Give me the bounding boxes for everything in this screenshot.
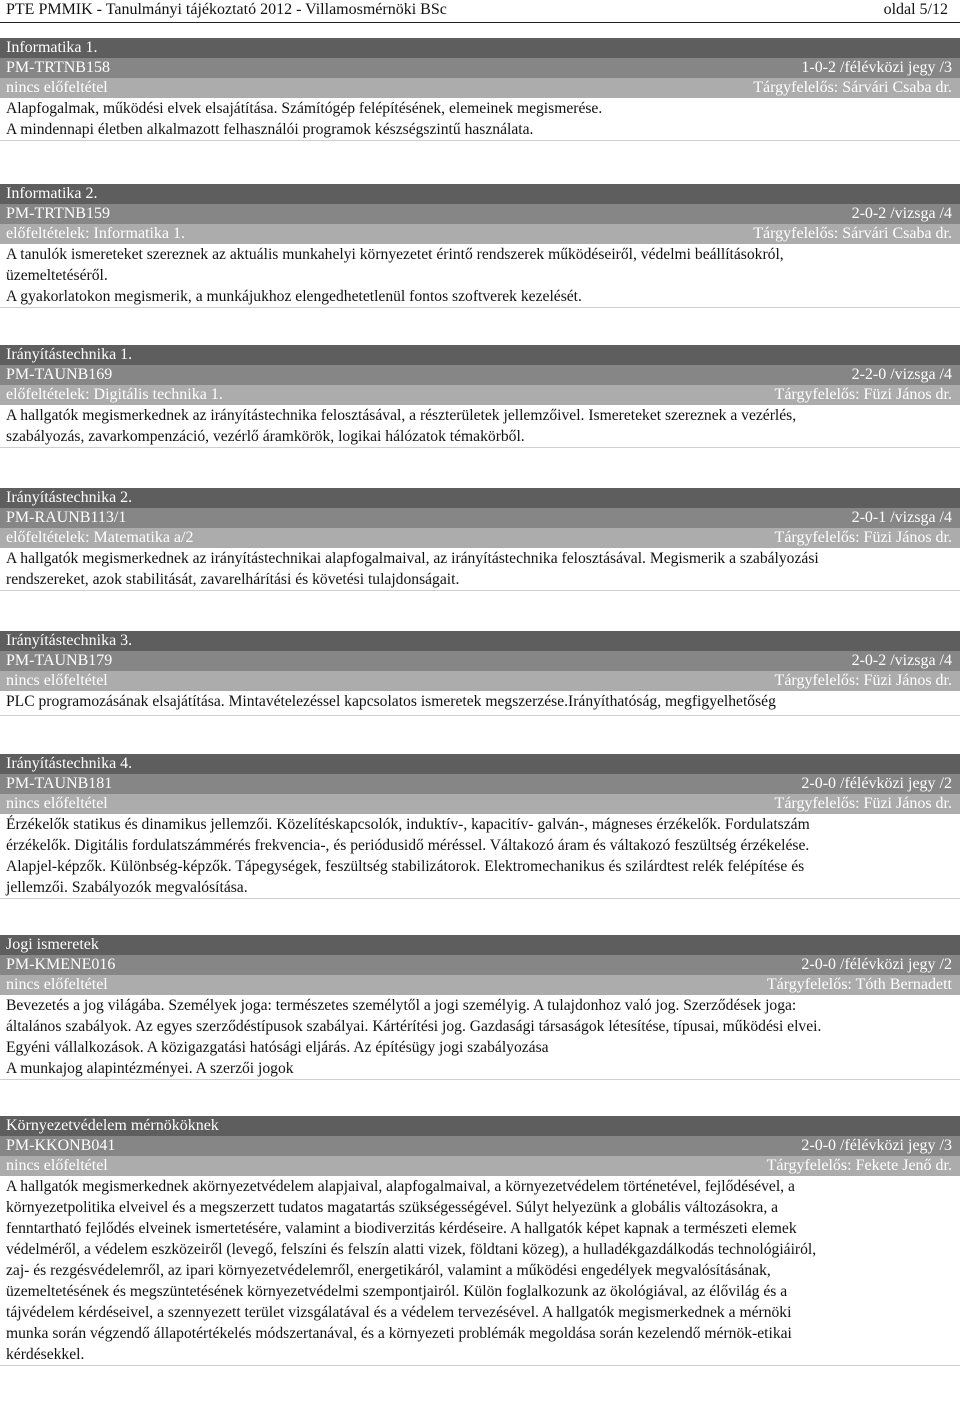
course-responsible: Tárgyfelelős: Füzi János dr.: [774, 672, 952, 689]
course-code-row: [0, 1136, 960, 1156]
course-responsible: Tárgyfelelős: Sárvári Csaba dr.: [753, 225, 952, 242]
course-code: PM-KMENE016: [6, 956, 116, 973]
course-prereq: nincs előfeltétel: [6, 1157, 108, 1174]
description-line: kérdésekkel.: [6, 1346, 85, 1363]
course-code-row: [0, 365, 960, 385]
description-line: A hallgatók megismerkednek akörnyezetvédelem alapjaival, alapfogalmaival, a környezetvédelem történetével, fejlődésével, a: [6, 1178, 795, 1195]
course-credits: 2-0-0 /félévközi jegy /3: [801, 1137, 952, 1154]
course-code-row: [0, 955, 960, 975]
description-line: környezetpolitika elveivel és a megszerzett tudatos magatartás szükségességével. Súlyt helyezünk a globális változásokra, a: [6, 1199, 779, 1216]
course-description: [0, 548, 960, 591]
description-line: Alapjel-képzők. Különbség-képzők. Tápegységek, feszültség stabilizátorok. Elektromechanikus és szilárdtest relék felépítése és: [6, 858, 805, 875]
page-header: [0, 0, 960, 23]
course-block: [0, 488, 960, 591]
course-prereq: előfeltételek: Informatika 1.: [6, 225, 186, 242]
course-code: PM-TAUNB181: [6, 775, 113, 792]
description-line: üzemeltetésének és megszüntetésének környezetvédelmi szempontjairól. Külön foglalkozunk az ökológiával, az élővilág és a: [6, 1283, 788, 1300]
course-code: PM-TAUNB179: [6, 652, 113, 669]
course-responsible: Tárgyfelelős: Füzi János dr.: [774, 529, 952, 546]
course-prereq: előfeltételek: Digitális technika 1.: [6, 386, 223, 403]
course-credits: 2-0-2 /vizsga /4: [851, 205, 952, 222]
description-line: A mindennapi életben alkalmazott felhasználói programok készségszintű használata.: [6, 121, 534, 138]
course-code: PM-RAUNB113/1: [6, 509, 127, 526]
course-code-row: [0, 508, 960, 528]
description-line: rendszereket, azok stabilitását, zavarelhárítási és követési tulajdonságait.: [6, 571, 460, 588]
course-responsible: Tárgyfelelős: Fekete Jenő dr.: [766, 1157, 952, 1174]
description-line: Egyéni vállalkozások. A közigazgatási hatósági eljárás. Az építésügy jogi szabályozása: [6, 1039, 549, 1056]
course-responsible: Tárgyfelelős: Füzi János dr.: [774, 795, 952, 812]
course-code: PM-TAUNB169: [6, 366, 113, 383]
course-responsible: Tárgyfelelős: Tóth Bernadett: [766, 976, 952, 993]
course-code-row: [0, 651, 960, 671]
course-description: [0, 98, 960, 141]
description-line: fenntartható fejlődés elveinek ismertetésére, valamint a biodiverzitás kérdéseire. A hallgatók képet kapnak a természeti elemek: [6, 1220, 797, 1237]
course-block: [0, 935, 960, 1080]
course-description: [0, 691, 960, 716]
course-description: [0, 1176, 960, 1366]
description-line: jellemzői. Szabályozók megvalósítása.: [6, 879, 248, 896]
course-block: [0, 345, 960, 448]
course-block: [0, 38, 960, 141]
course-description: [0, 405, 960, 448]
description-line: általános szabályok. Az egyes szerződéstípusok szabályai. Kártérítési jog. Gazdasági társaságok létesítése, típusai, működési elvei.: [6, 1018, 822, 1035]
course-credits: 2-0-0 /félévközi jegy /2: [801, 956, 952, 973]
course-prereq-row: [0, 794, 960, 814]
course-name: Jogi ismeretek: [0, 935, 960, 955]
description-line: Érzékelők statikus és dinamikus jellemzői. Közelítéskapcsolók, induktív-, kapacitív- galván-, mágneses érzékelők. Fordulatszám: [6, 816, 810, 833]
description-line: A munkajog alapintézményei. A szerzői jogok: [6, 1060, 294, 1077]
course-code: PM-KKONB041: [6, 1137, 116, 1154]
course-name: Informatika 1.: [0, 38, 960, 58]
description-line: Alapfogalmak, működési elvek elsajátítása. Számítógép felépítésének, elemeinek megismerése.: [6, 100, 603, 117]
description-line: védelméről, a védelem eszközeiről (levegő, felszíni és felszín alatti vizek, földtani közeg), a hulladékgazdálkodás technológiáiról,: [6, 1241, 817, 1258]
description-line: érzékelők. Digitális fordulatszámmérés frekvencia-, és periódusidő méréssel. Váltakozó áram és váltakozó feszültség érzékelése.: [6, 837, 810, 854]
description-line: munka során végzendő állapotértékelés módszertanával, és a környezeti problémák megoldása során kezelendő mérnök-etikai: [6, 1325, 792, 1342]
course-prereq-row: [0, 78, 960, 98]
document-title: PTE PMMIK - Tanulmányi tájékoztató 2012 - Villamosmérnöki BSc: [6, 1, 447, 18]
course-prereq: nincs előfeltétel: [6, 79, 108, 96]
description-line: PLC programozásának elsajátítása. Mintavételezéssel kapcsolatos ismeretek megszerzése.Irányíthatóság, megfigyelhetőség: [6, 693, 776, 710]
description-line: üzemeltetéséről.: [6, 267, 108, 284]
course-code-row: [0, 58, 960, 78]
course-prereq: előfeltételek: Matematika a/2: [6, 529, 194, 546]
course-credits: 2-0-2 /vizsga /4: [851, 652, 952, 669]
course-responsible: Tárgyfelelős: Sárvári Csaba dr.: [753, 79, 952, 96]
course-prereq: nincs előfeltétel: [6, 976, 108, 993]
course-description: [0, 244, 960, 308]
course-name: Irányítástechnika 3.: [0, 631, 960, 651]
course-name: Irányítástechnika 1.: [0, 345, 960, 365]
course-credits: 2-2-0 /vizsga /4: [851, 366, 952, 383]
course-credits: 1-0-2 /félévközi jegy /3: [801, 59, 952, 76]
course-credits: 2-0-0 /félévközi jegy /2: [801, 775, 952, 792]
page-number: oldal 5/12: [883, 1, 948, 18]
course-prereq-row: [0, 528, 960, 548]
course-name: Informatika 2.: [0, 184, 960, 204]
course-description: [0, 814, 960, 899]
course-description: [0, 995, 960, 1080]
course-responsible: Tárgyfelelős: Füzi János dr.: [774, 386, 952, 403]
course-prereq-row: [0, 224, 960, 244]
course-name: Irányítástechnika 2.: [0, 488, 960, 508]
description-line: Bevezetés a jog világába. Személyek joga: természetes személytől a jogi személyig. A tulajdonhoz való jog. Szerződések joga:: [6, 997, 797, 1014]
course-prereq-row: [0, 385, 960, 405]
description-line: A hallgatók megismerkednek az irányítástechnika felosztásával, a részterületek jellemzőivel. Ismereteket szereznek a vezérlés,: [6, 407, 797, 424]
description-line: A hallgatók megismerkednek az irányítástechnikai alapfogalmaival, az irányítástechnika felosztásával. Megismerik a szabályozási: [6, 550, 819, 567]
description-line: tájvédelem kérdéseivel, a szennyezett terület vizsgálatával és a védelem tervezésével. A hallgatók megismerkednek a mérnöki: [6, 1304, 792, 1321]
description-line: zaj- és rezgésvédelemről, az ipari környezetvédelemről, energetikáról, valamint a működési engedélyek megvalósításának,: [6, 1262, 771, 1279]
course-credits: 2-0-1 /vizsga /4: [851, 509, 952, 526]
course-code-row: [0, 774, 960, 794]
description-line: A gyakorlatokon megismerik, a munkájukhoz elengedhetetlenül fontos szoftverek kezelését.: [6, 288, 582, 305]
course-block: [0, 631, 960, 716]
course-code-row: [0, 204, 960, 224]
course-code: PM-TRTNB158: [6, 59, 110, 76]
course-block: [0, 1116, 960, 1366]
course-prereq-row: [0, 975, 960, 995]
course-block: [0, 754, 960, 899]
course-prereq: nincs előfeltétel: [6, 795, 108, 812]
course-prereq: nincs előfeltétel: [6, 672, 108, 689]
course-name: Környezetvédelem mérnököknek: [0, 1116, 960, 1136]
course-block: [0, 184, 960, 308]
course-name: Irányítástechnika 4.: [0, 754, 960, 774]
description-line: szabályozás, zavarkompenzáció, vezérlő áramkörök, logikai hálózatok témakörből.: [6, 428, 525, 445]
course-prereq-row: [0, 671, 960, 691]
course-code: PM-TRTNB159: [6, 205, 110, 222]
course-prereq-row: [0, 1156, 960, 1176]
description-line: A tanulók ismereteket szereznek az aktuális munkahelyi környezetet érintő rendszerek működéseiről, védelmi beállításokról,: [6, 246, 784, 263]
